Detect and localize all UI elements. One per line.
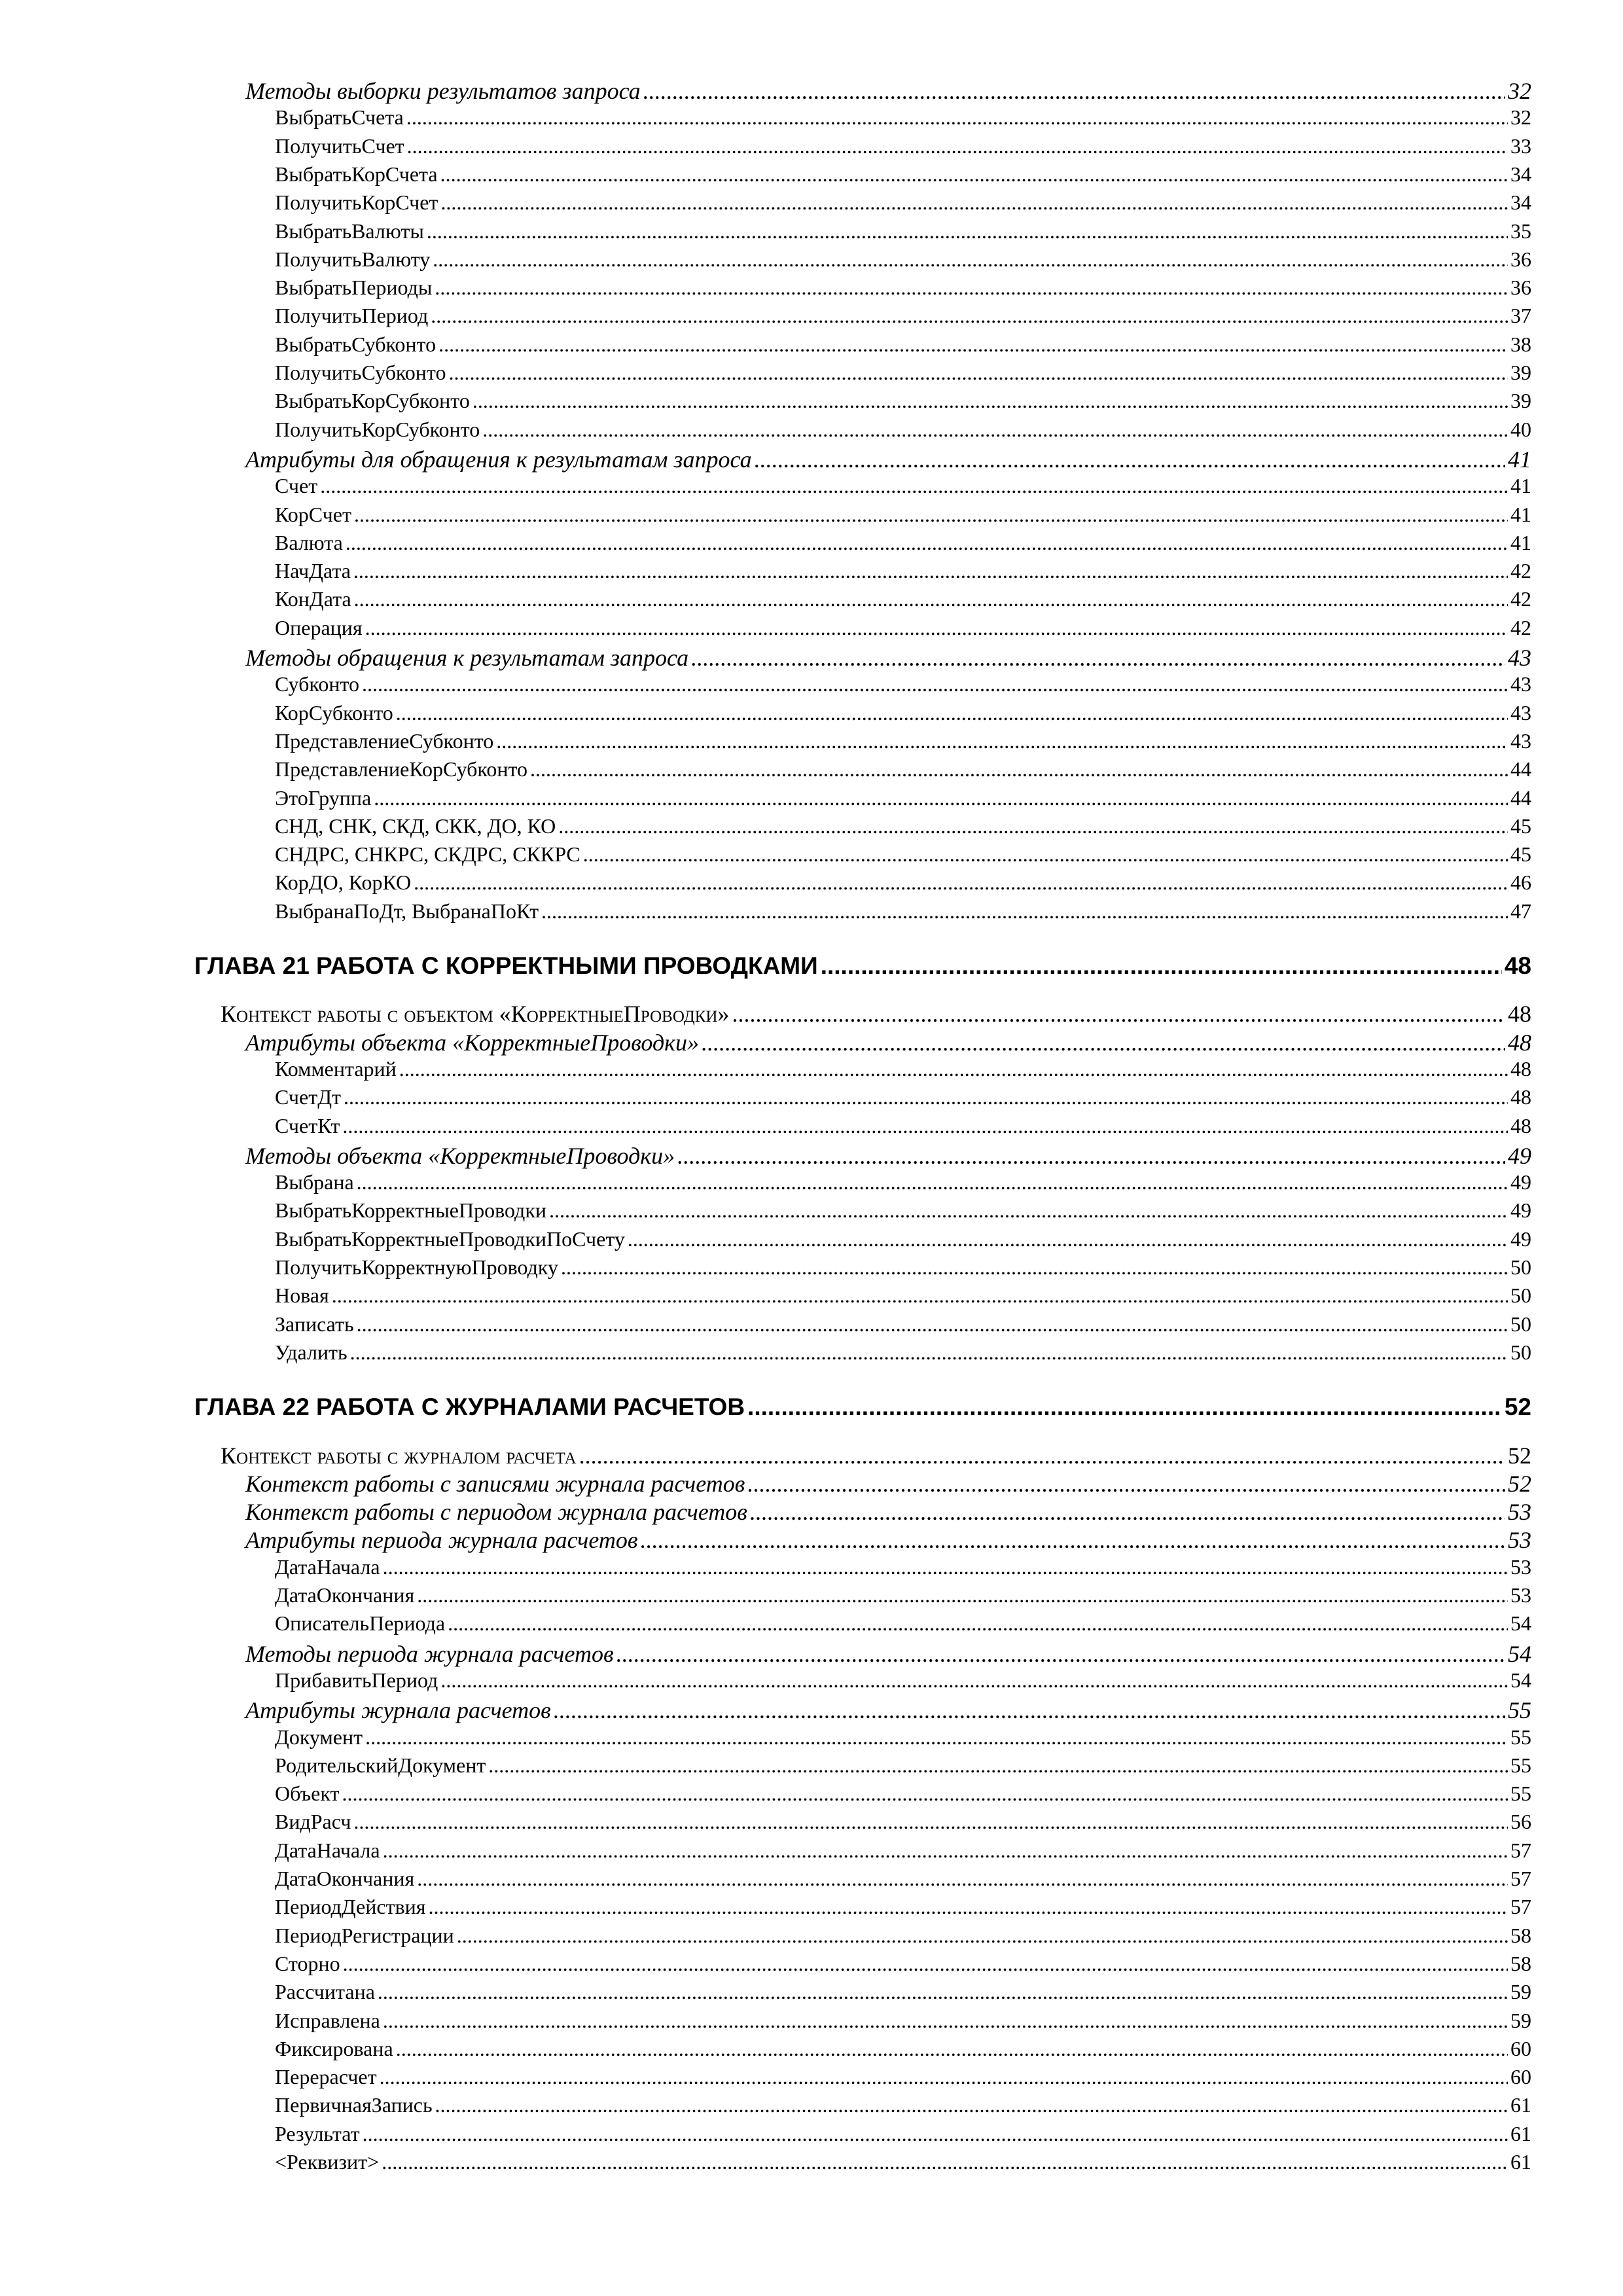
toc-leader-dots <box>457 1924 1508 1948</box>
toc-item[interactable] <box>0 701 1623 725</box>
toc-entry-title: ПредставлениеКорСубконто <box>275 757 528 781</box>
toc-item[interactable] <box>0 2122 1623 2146</box>
toc-page-number: 41 <box>1508 446 1531 473</box>
toc-entry-title: ВыбратьКорректныеПроводки <box>275 1198 546 1223</box>
toc-entry-title: СчетКт <box>275 1113 340 1138</box>
toc-leader-dots <box>677 1142 1505 1170</box>
toc-leader-dots <box>640 1526 1505 1554</box>
toc-item[interactable] <box>0 757 1623 781</box>
toc-leader-dots <box>747 1393 1502 1421</box>
toc-item[interactable] <box>0 1555 1623 1579</box>
toc-entry-title: Контекст работы с объектом «КорректныеПроводки» <box>221 1001 730 1028</box>
toc-leader-dots <box>342 1114 1508 1138</box>
toc-item[interactable] <box>0 1980 1623 2004</box>
toc-entry-title: ПолучитьСчет <box>275 134 404 158</box>
toc-entry-title: Счет <box>275 474 318 498</box>
toc-item[interactable] <box>0 332 1623 357</box>
toc-page-number: 53 <box>1508 1527 1531 1554</box>
toc-entry-title: Методы обращения к результатам запроса <box>245 645 689 671</box>
toc-leader-dots <box>406 105 1508 130</box>
toc-page-number: 49 <box>1510 1227 1531 1251</box>
toc-entry-title: ВыбратьКорректныеПроводкиПоСчету <box>275 1227 625 1251</box>
toc-subsection[interactable] <box>0 77 1623 105</box>
toc-entry-title: Рассчитана <box>275 1980 375 2004</box>
toc-page-number: 55 <box>1510 1753 1531 1777</box>
toc-page-number: 40 <box>1510 417 1531 441</box>
toc-item[interactable] <box>0 1725 1623 1749</box>
toc-item[interactable] <box>0 587 1623 611</box>
toc-item[interactable] <box>0 1114 1623 1138</box>
toc-page-number: 59 <box>1510 1980 1531 2004</box>
toc-item[interactable] <box>0 2009 1623 2033</box>
toc-page-number: 54 <box>1510 1611 1531 1636</box>
toc-entry-title: ПрибавитьПериод <box>275 1668 438 1692</box>
toc-page-number: 60 <box>1510 2065 1531 2089</box>
toc-leader-dots <box>541 899 1508 924</box>
toc-item[interactable] <box>0 786 1623 810</box>
toc-subsection[interactable] <box>0 1029 1623 1056</box>
toc-page-number: 48 <box>1504 952 1531 979</box>
toc-page-number: 47 <box>1510 899 1531 923</box>
toc-section[interactable] <box>0 1000 1623 1028</box>
toc-page-number: 49 <box>1510 1170 1531 1194</box>
toc-entry-title: ВыбранаПоДт, ВыбранаПоКт <box>275 899 539 923</box>
toc-page-number: 53 <box>1510 1583 1531 1607</box>
toc-entry-title: ДатаОкончания <box>275 1583 415 1607</box>
toc-entry-title: СНД, СНК, СКД, СКК, ДО, КО <box>275 814 556 838</box>
toc-page-number: 44 <box>1510 757 1531 781</box>
toc-leader-dots <box>558 814 1508 838</box>
toc-subsection[interactable] <box>0 644 1623 672</box>
toc-entry-title: Контекст работы с периодом журнала расчетов <box>245 1499 747 1526</box>
toc-entry-title: ВыбратьПериоды <box>275 276 433 300</box>
toc-page-number: 42 <box>1510 615 1531 639</box>
toc-item[interactable] <box>0 1583 1623 1607</box>
toc-item[interactable] <box>0 1283 1623 1308</box>
toc-leader-dots <box>354 587 1508 611</box>
toc-item[interactable] <box>0 1227 1623 1251</box>
toc-subsection[interactable] <box>0 1470 1623 1498</box>
toc-entry-title: Исправлена <box>275 2008 380 2032</box>
toc-entry-title: Субконто <box>275 672 360 696</box>
toc-page-number: 48 <box>1510 1113 1531 1138</box>
toc-page-number: 50 <box>1510 1312 1531 1336</box>
toc-leader-dots <box>554 1696 1505 1724</box>
toc-entry-title: Атрибуты для обращения к результатам запроса <box>245 446 752 473</box>
toc-item[interactable] <box>0 899 1623 924</box>
toc-item[interactable] <box>0 1867 1623 1891</box>
toc-page-number: 45 <box>1510 842 1531 867</box>
toc-subsection[interactable] <box>0 446 1623 473</box>
toc-leader-dots <box>357 1170 1508 1194</box>
toc-entry-title: НачДата <box>275 559 351 583</box>
toc-leader-dots <box>383 1555 1508 1579</box>
toc-entry-title: ВидРасч <box>275 1810 351 1834</box>
toc-entry-title: ВыбратьКорСубконто <box>275 389 470 413</box>
toc-item[interactable] <box>0 1255 1623 1280</box>
toc-page-number: 57 <box>1510 1867 1531 1890</box>
toc-page-number: 45 <box>1510 814 1531 838</box>
toc-item[interactable] <box>0 134 1623 158</box>
toc-entry-title: Контекст работы с записями журнала расчетов <box>245 1470 745 1497</box>
toc-leader-dots <box>378 1980 1508 2004</box>
toc-item[interactable] <box>0 389 1623 413</box>
toc-entry-title: ЭтоГруппа <box>275 785 372 810</box>
toc-page-number: 61 <box>1510 2150 1531 2174</box>
toc-page-number: 41 <box>1510 530 1531 554</box>
toc-page-number: 56 <box>1510 1810 1531 1834</box>
toc-entry-title: ВыбратьСчета <box>275 105 404 130</box>
toc-leader-dots <box>374 786 1508 810</box>
toc-leader-dots <box>396 2037 1508 2061</box>
toc-leader-dots <box>488 1753 1508 1778</box>
toc-entry-title: ДатаНачала <box>275 1554 380 1579</box>
toc-leader-dots <box>643 77 1505 105</box>
toc-page-number: 44 <box>1510 785 1531 810</box>
toc-leader-dots <box>357 1312 1508 1336</box>
toc-entry-title: Методы объекта «КорректныеПроводки» <box>245 1142 675 1169</box>
toc-entry-title: КонДата <box>275 587 351 611</box>
toc-leader-dots <box>435 276 1508 300</box>
toc-leader-dots <box>343 1952 1508 1976</box>
toc-leader-dots <box>320 474 1508 498</box>
toc-item[interactable] <box>0 1924 1623 1948</box>
toc-page-number: 60 <box>1510 2036 1531 2060</box>
toc-page-number: 43 <box>1510 700 1531 725</box>
toc-leader-dots <box>448 1611 1508 1636</box>
toc-page-number: 50 <box>1510 1283 1531 1308</box>
toc-leader-dots <box>363 2122 1508 2146</box>
toc-item[interactable] <box>0 1057 1623 1081</box>
toc-leader-dots <box>380 2065 1508 2089</box>
toc-leader-dots <box>365 1725 1508 1749</box>
toc-entry-title: КорСубконто <box>275 700 393 725</box>
toc-page-number: 61 <box>1510 2121 1531 2145</box>
toc-item[interactable] <box>0 190 1623 215</box>
toc-leader-dots <box>399 1057 1508 1081</box>
toc-page-number: 55 <box>1510 1725 1531 1749</box>
toc-leader-dots <box>383 1839 1508 1863</box>
toc-leader-dots <box>549 1198 1508 1223</box>
toc-entry-title: Контекст работы с журналом расчета <box>221 1442 577 1469</box>
toc-page-number: 58 <box>1510 1923 1531 1947</box>
toc-leader-dots <box>732 1000 1505 1028</box>
toc-page-number: 36 <box>1510 276 1531 300</box>
toc-page-number: 42 <box>1510 587 1531 611</box>
toc-page-number: 37 <box>1510 304 1531 328</box>
toc-entry-title: Фиксирована <box>275 2036 393 2060</box>
toc-leader-dots <box>365 616 1508 640</box>
toc-subsection[interactable] <box>0 1640 1623 1668</box>
toc-leader-dots <box>438 332 1508 357</box>
toc-page-number: 46 <box>1510 870 1531 895</box>
toc-leader-dots <box>417 1583 1508 1607</box>
toc-page-number: 39 <box>1510 389 1531 413</box>
toc-entry-title: ВыбратьКорСчета <box>275 162 438 186</box>
toc-entry-title: СНДРС, СНКРС, СКДРС, СККРС <box>275 842 580 867</box>
toc-page-number: 52 <box>1508 1470 1531 1497</box>
toc-leader-dots <box>583 842 1508 867</box>
toc-leader-dots <box>440 162 1508 187</box>
toc-leader-dots <box>530 757 1508 781</box>
toc-page-number: 48 <box>1510 1056 1531 1081</box>
toc-entry-title: ОписательПериода <box>275 1611 446 1636</box>
toc-entry-title: <Реквизит> <box>275 2150 380 2174</box>
toc-entry-title: Операция <box>275 615 363 639</box>
toc-entry-title: Комментарий <box>275 1056 397 1081</box>
toc-entry-title: ПериодРегистрации <box>275 1923 454 1947</box>
toc-entry-title: Атрибуты периода журнала расчетов <box>245 1527 638 1554</box>
toc-item[interactable] <box>0 1952 1623 1976</box>
toc-entry-title: ПолучитьВалюту <box>275 247 431 271</box>
toc-entry-title: Методы выборки результатов запроса <box>245 78 641 104</box>
toc-section[interactable] <box>0 1442 1623 1469</box>
toc-item[interactable] <box>0 1668 1623 1693</box>
toc-subsection[interactable] <box>0 1142 1623 1170</box>
toc-entry-title: Сторно <box>275 1951 340 1975</box>
toc-item[interactable] <box>0 559 1623 583</box>
toc-entry-title: ПолучитьКорСубконто <box>275 417 480 441</box>
toc-item[interactable] <box>0 503 1623 527</box>
toc-page-number: 48 <box>1508 1001 1531 1028</box>
toc-page-number: 43 <box>1508 645 1531 671</box>
toc-leader-dots <box>579 1442 1505 1469</box>
toc-subsection[interactable] <box>0 1696 1623 1724</box>
toc-item[interactable] <box>0 247 1623 272</box>
toc-page-number: 34 <box>1510 190 1531 215</box>
toc-page-number: 54 <box>1508 1640 1531 1667</box>
toc-page-number: 43 <box>1510 728 1531 753</box>
toc-item[interactable] <box>0 531 1623 555</box>
toc-leader-dots <box>382 2150 1508 2174</box>
toc-item[interactable] <box>0 1753 1623 1778</box>
toc-subsection[interactable] <box>0 1526 1623 1554</box>
toc-page-number: 55 <box>1510 1782 1531 1806</box>
toc-leader-dots <box>473 389 1508 413</box>
toc-entry-title: РодительскийДокумент <box>275 1753 486 1777</box>
toc-page-number: 53 <box>1510 1554 1531 1579</box>
toc-leader-dots <box>433 247 1508 272</box>
toc-entry-title: ГЛАВА 21 РАБОТА С КОРРЕКТНЫМИ ПРОВОДКАМИ <box>194 952 818 979</box>
toc-entry-title: Валюта <box>275 530 343 554</box>
toc-page-number: 48 <box>1508 1029 1531 1056</box>
toc-page-number: 39 <box>1510 361 1531 384</box>
toc-leader-dots <box>353 1810 1508 1834</box>
toc-leader-dots <box>750 1498 1505 1526</box>
toc-leader-dots <box>362 672 1508 696</box>
toc-leader-dots <box>350 1340 1508 1365</box>
toc-page-number: 48 <box>1510 1085 1531 1109</box>
toc-page-number: 52 <box>1504 1393 1531 1421</box>
toc-item[interactable] <box>0 2065 1623 2089</box>
toc-item[interactable] <box>0 1810 1623 1834</box>
toc-item[interactable] <box>0 105 1623 130</box>
toc-leader-dots <box>428 1895 1508 1919</box>
toc-leader-dots <box>482 418 1508 442</box>
toc-leader-dots <box>427 219 1508 243</box>
toc-item[interactable] <box>0 1085 1623 1109</box>
toc-page-number: 53 <box>1508 1499 1531 1526</box>
toc-leader-dots <box>496 729 1508 753</box>
toc-entry-title: ВыбратьСубконто <box>275 332 437 356</box>
toc-leader-dots <box>628 1227 1508 1251</box>
toc-item[interactable] <box>0 814 1623 838</box>
toc-leader-dots <box>332 1283 1508 1308</box>
toc-page-number: 32 <box>1510 105 1531 130</box>
toc-leader-dots <box>747 1470 1505 1498</box>
toc-item[interactable] <box>0 474 1623 498</box>
toc-page-number: 49 <box>1508 1142 1531 1169</box>
toc-entry-title: Методы периода журнала расчетов <box>245 1640 614 1667</box>
toc-leader-dots <box>431 304 1508 328</box>
toc-item[interactable] <box>0 1895 1623 1919</box>
toc-entry-title: ГЛАВА 22 РАБОТА С ЖУРНАЛАМИ РАСЧЕТОВ <box>194 1393 745 1421</box>
toc-page-number: 57 <box>1510 1895 1531 1919</box>
toc-item[interactable] <box>0 1782 1623 1806</box>
toc-item[interactable] <box>0 1839 1623 1863</box>
toc-page-number: 34 <box>1510 162 1531 186</box>
toc-item[interactable] <box>0 2093 1623 2117</box>
toc-item[interactable] <box>0 729 1623 753</box>
toc-entry-title: ПолучитьКорректнуюПроводку <box>275 1255 558 1279</box>
toc-page-number: 49 <box>1510 1198 1531 1223</box>
toc-page-number: 32 <box>1508 78 1531 104</box>
toc-page-number: 52 <box>1508 1442 1531 1469</box>
toc-leader-dots <box>691 644 1505 672</box>
toc-leader-dots <box>354 503 1508 527</box>
toc-entry-title: Атрибуты объекта «КорректныеПроводки» <box>245 1029 699 1056</box>
toc-page-number: 43 <box>1510 672 1531 696</box>
toc-leader-dots <box>561 1255 1508 1280</box>
toc-leader-dots <box>396 701 1508 725</box>
toc-entry-title: ПервичнаяЗапись <box>275 2093 433 2117</box>
toc-entry-title: Объект <box>275 1782 340 1806</box>
toc-leader-dots <box>821 952 1502 980</box>
toc-item[interactable] <box>0 1170 1623 1194</box>
toc-page-number: 41 <box>1510 502 1531 526</box>
toc-entry-title: ПолучитьКорСчет <box>275 190 438 215</box>
toc-leader-dots <box>353 559 1508 583</box>
toc-leader-dots <box>346 531 1508 555</box>
toc-leader-dots <box>440 1668 1508 1693</box>
toc-entry-title: Новая <box>275 1283 329 1308</box>
toc-page-number: 50 <box>1510 1340 1531 1364</box>
toc-leader-dots <box>344 1085 1508 1109</box>
toc-entry-title: КорСчет <box>275 502 351 526</box>
toc-entry-title: Результат <box>275 2121 360 2145</box>
toc-leader-dots <box>440 190 1508 215</box>
toc-leader-dots <box>755 446 1505 473</box>
toc-page-number: 57 <box>1510 1838 1531 1862</box>
toc-leader-dots <box>702 1029 1505 1056</box>
toc-item[interactable] <box>0 304 1623 328</box>
toc-item[interactable] <box>0 1198 1623 1223</box>
toc-leader-dots <box>616 1640 1505 1668</box>
toc-entry-title: Удалить <box>275 1340 348 1364</box>
toc-page-number: 61 <box>1510 2093 1531 2117</box>
toc-page-number: 50 <box>1510 1255 1531 1279</box>
toc-entry-title: Выбрана <box>275 1170 354 1194</box>
toc-leader-dots <box>342 1782 1508 1806</box>
toc-page-number: 36 <box>1510 247 1531 271</box>
toc-item[interactable] <box>0 1611 1623 1636</box>
toc-page-number: 33 <box>1510 134 1531 158</box>
toc-entry-title: КорДО, КорКО <box>275 870 412 895</box>
toc-page-number: 54 <box>1510 1668 1531 1692</box>
toc-item[interactable] <box>0 1312 1623 1336</box>
toc-entry-title: ПериодДействия <box>275 1895 426 1919</box>
toc-item[interactable] <box>0 418 1623 442</box>
toc-item[interactable] <box>0 672 1623 696</box>
toc-page-number: 59 <box>1510 2008 1531 2032</box>
toc-page-number: 55 <box>1508 1697 1531 1724</box>
toc-entry-title: ПолучитьСубконто <box>275 361 446 384</box>
toc-leader-dots <box>448 361 1508 385</box>
toc-item[interactable] <box>0 219 1623 243</box>
toc-item[interactable] <box>0 842 1623 867</box>
toc-leader-dots <box>407 134 1508 158</box>
toc-entry-title: ДатаНачала <box>275 1838 380 1862</box>
toc-entry-title: ДатаОкончания <box>275 1867 415 1890</box>
toc-item[interactable] <box>0 276 1623 300</box>
toc-chapter[interactable] <box>0 952 1623 980</box>
toc-leader-dots <box>417 1867 1508 1891</box>
toc-entry-title: ПолучитьПериод <box>275 304 429 328</box>
toc-item[interactable] <box>0 162 1623 187</box>
toc-item[interactable] <box>0 1340 1623 1365</box>
toc-page-number: 38 <box>1510 332 1531 356</box>
toc-subsection[interactable] <box>0 1498 1623 1526</box>
toc-leader-dots <box>383 2009 1508 2033</box>
toc-page-number: 58 <box>1510 1951 1531 1975</box>
toc-chapter[interactable] <box>0 1393 1623 1421</box>
toc-entry-title: ПредставлениеСубконто <box>275 728 494 753</box>
toc-page-number: 41 <box>1510 474 1531 498</box>
toc-item[interactable] <box>0 870 1623 895</box>
toc-page-number: 35 <box>1510 219 1531 243</box>
toc-entry-title: Атрибуты журнала расчетов <box>245 1697 551 1724</box>
toc-entry-title: Документ <box>275 1725 363 1749</box>
toc-entry-title: Записать <box>275 1312 354 1336</box>
toc-entry-title: ВыбратьВалюты <box>275 219 424 243</box>
toc-leader-dots <box>435 2093 1508 2117</box>
toc-item[interactable] <box>0 361 1623 385</box>
toc-page-number: 42 <box>1510 559 1531 583</box>
toc-entry-title: Перерасчет <box>275 2065 377 2089</box>
toc-item[interactable] <box>0 2150 1623 2174</box>
toc-item[interactable] <box>0 616 1623 640</box>
toc-entry-title: СчетДт <box>275 1085 342 1109</box>
toc-item[interactable] <box>0 2037 1623 2061</box>
toc-leader-dots <box>414 870 1508 895</box>
